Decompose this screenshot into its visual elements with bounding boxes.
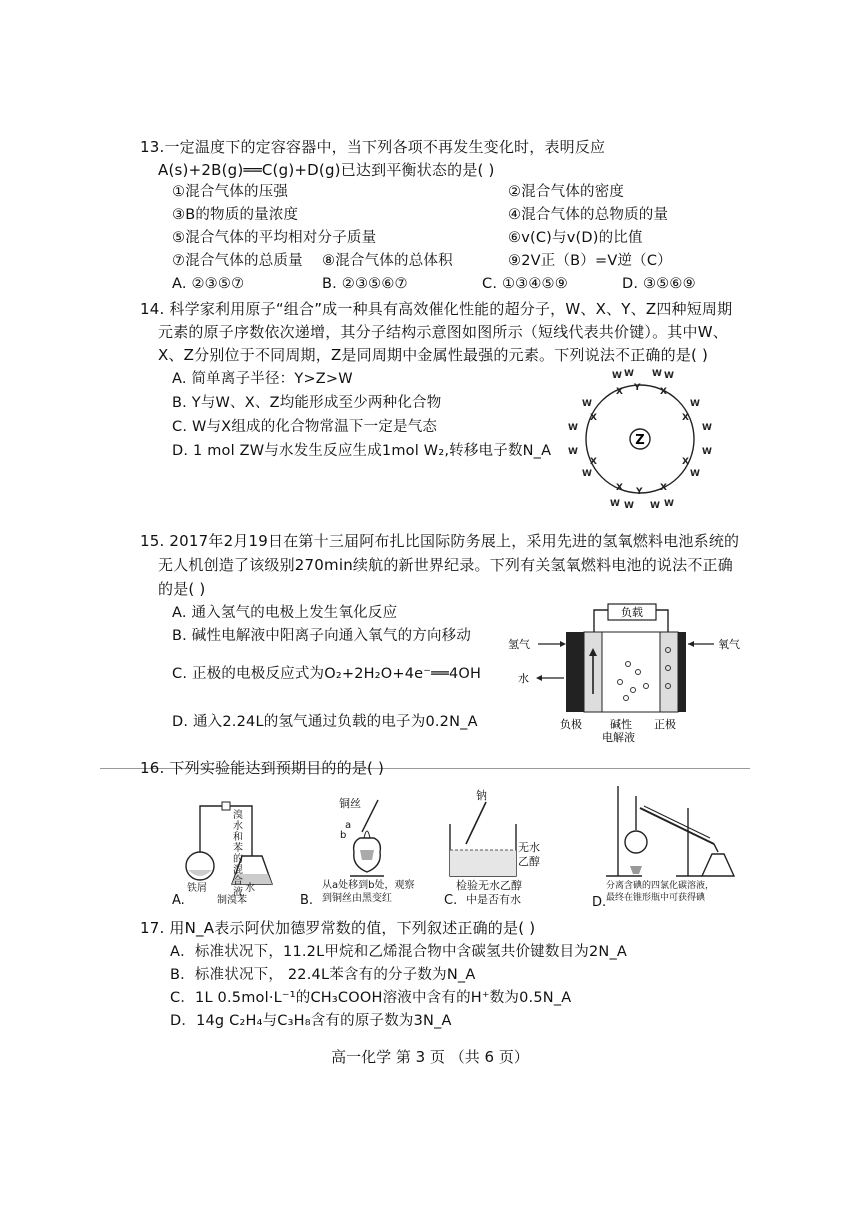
experiment-c-sodium-ethanol	[442, 790, 532, 882]
fig-b-letter: B.	[300, 893, 314, 908]
q17-option-b: B．标准状况下， 22.4L苯含有的分子数为N_A	[170, 967, 476, 983]
electrolyte-label-1: 碱性	[610, 718, 632, 731]
q15-option-b: B. 碱性电解液中阳离子向通入氧气的方向移动	[172, 628, 472, 644]
q13-item-9: ⑨2V正（B）=V逆（C）	[508, 253, 672, 269]
fig-a-iron-label: 铁屑	[187, 883, 207, 894]
svg-text:Y: Y	[634, 383, 641, 393]
q13-stem-line1: 13.一定温度下的定容容器中，当下列各项不再发生变化时，表明反应	[140, 138, 606, 156]
q14-stem-line3: X、Z分别位于不同周期，Z是同周期中金属性最强的元素。下列说法不正确的是( )	[158, 346, 709, 364]
fig-b-point-a: a	[345, 820, 352, 831]
q13-item-2: ②混合气体的密度	[508, 184, 625, 200]
load-label: 负载	[621, 606, 643, 619]
q13-option-b: B. ②③⑤⑥⑦	[322, 276, 408, 292]
fig-a-caption: 制溴苯	[217, 895, 247, 906]
svg-text:W: W	[610, 499, 620, 509]
supramolecule-structure-diagram	[564, 368, 716, 510]
experiment-a-bromobenzene	[168, 792, 280, 908]
q13-item-1: ①混合气体的压强	[172, 184, 289, 200]
q13-item-5: ⑤混合气体的平均相对分子质量	[172, 230, 377, 246]
q16-stem: 16. 下列实验能达到预期目的的是( )	[140, 759, 385, 777]
svg-text:W: W	[582, 469, 592, 479]
oxygen-inlet-label: 氧气	[718, 638, 740, 651]
q17-option-c: C．1L 0.5mol·L⁻¹的CH₃COOH溶液中含有的H⁺数为0.5N_A	[170, 990, 572, 1006]
svg-text:W: W	[702, 423, 712, 433]
fig-c-alcohol-label-1: 无水	[518, 841, 540, 854]
fig-a-water-label: 水	[245, 883, 255, 894]
q14-stem-line2: 元素的原子序数依次递增，其分子结构示意图如图所示（短线代表共价键）。其中W、	[158, 323, 728, 341]
q13-item-4: ④混合气体的总物质的量	[508, 207, 669, 223]
experiment-d-distillation	[598, 782, 748, 882]
svg-text:W: W	[568, 447, 578, 457]
svg-text:X: X	[660, 387, 667, 397]
q13-item-7: ⑦混合气体的总质量	[172, 253, 303, 269]
q14-option-d: D. 1 mol ZW与水发生反应生成1mol W₂,转移电子数N_A	[172, 443, 552, 459]
water-outlet-label: 水	[518, 672, 529, 685]
svg-text:W: W	[568, 423, 578, 433]
svg-text:X: X	[616, 483, 623, 493]
svg-text:X: X	[590, 457, 597, 467]
q17-stem: 17. 用N_A表示阿伏加德罗常数的值，下列叙述正确的是( )	[140, 919, 536, 937]
fig-c-alcohol-label-2: 乙醇	[518, 855, 540, 868]
svg-text:W: W	[652, 369, 662, 379]
svg-text:W: W	[582, 399, 592, 409]
svg-text:W: W	[664, 499, 674, 509]
fig-c-caption-1: 检验无水乙醇	[456, 879, 522, 892]
svg-text:W: W	[690, 469, 700, 479]
q13-item-6: ⑥v(C)与v(D)的比值	[508, 230, 643, 246]
electrolyte-label-2: 电解液	[602, 731, 635, 744]
fig-d-caption-2: 最终在锥形瓶中可获得碘	[606, 893, 706, 903]
positive-electrode-label: 正极	[654, 718, 676, 731]
negative-electrode-label: 负极	[560, 718, 582, 731]
center-atom-label: Z	[635, 433, 645, 448]
q15-stem-line1: 15. 2017年2月19日在第十三届阿布扎比国际防务展上，采用先进的氢氧燃料电池系统的	[140, 532, 740, 550]
q15-stem-line3: 的是( )	[158, 580, 206, 598]
svg-text:W: W	[664, 371, 674, 381]
fig-a-letter: A.	[172, 893, 185, 908]
q17-option-a: A．标准状况下，11.2L甲烷和乙烯混合物中含碳氢共价键数目为2N_A	[170, 944, 628, 960]
q13-option-a: A. ②③⑤⑦	[172, 276, 245, 292]
q15-stem-line2: 无人机创造了该级别270min续航的新世界纪录。下列有关氢氧燃料电池的说法不正确	[158, 556, 733, 574]
fig-c-letter: C.	[444, 893, 458, 908]
q13-item-8: ⑧混合气体的总体积	[322, 253, 453, 269]
fig-d-caption-1: 分离含碘的四氯化碳溶液，	[606, 881, 715, 891]
q13-stem-line2: A(s)+2B(g)══C(g)+D(g)已达到平衡状态的是( )	[158, 161, 495, 179]
q14-option-a: A. 简单离子半径：Y>Z>W	[172, 371, 353, 387]
fig-b-wire-label: 铜丝	[339, 797, 361, 810]
fig-a-mixture-label: 溴水和苯的混合液	[233, 810, 243, 898]
hydrogen-inlet-label: 氢气	[508, 638, 530, 651]
q15-option-d: D. 通入2.24L的氢气通过负载的电子为0.2N_A	[172, 714, 478, 730]
svg-text:W: W	[702, 447, 712, 457]
fig-d-letter: D.	[592, 895, 607, 910]
svg-text:X: X	[616, 387, 623, 397]
q15-option-a: A. 通入氢气的电极上发生氧化反应	[172, 605, 398, 621]
svg-text:X: X	[682, 413, 689, 423]
q13-item-3: ③B的物质的量浓度	[172, 207, 299, 223]
fuel-cell-diagram	[508, 594, 758, 744]
fig-c-caption-2: 中是否有水	[466, 893, 521, 906]
svg-text:X: X	[590, 413, 597, 423]
fig-b-point-b: b	[340, 830, 347, 841]
q13-option-d: D. ③⑤⑥⑨	[622, 276, 696, 292]
svg-text:W: W	[612, 371, 622, 381]
svg-text:X: X	[660, 483, 667, 493]
svg-text:W: W	[650, 501, 660, 510]
page-footer: 高一化学 第 3 页 （共 6 页）	[331, 1048, 529, 1066]
q14-option-c: C. W与X组成的化合物常温下一定是气态	[172, 419, 438, 435]
svg-text:W: W	[690, 399, 700, 409]
fig-c-sodium-label: 钠	[476, 789, 487, 802]
q15-option-c: C. 正极的电极反应式为O₂+2H₂O+4e⁻══4OH	[172, 666, 482, 682]
svg-text:X: X	[682, 457, 689, 467]
svg-text:W: W	[624, 501, 634, 510]
q14-stem-line1: 14. 科学家利用原子“组合”成一种具有高效催化性能的超分子，W、X、Y、Z四种短周期	[140, 300, 733, 318]
fig-b-caption-2: 到铜丝由黑变红	[322, 893, 392, 904]
svg-text:Y: Y	[636, 487, 643, 497]
q13-option-c: C. ①③④⑤⑨	[482, 276, 568, 292]
q17-option-d: D．14g C₂H₄与C₃H₈含有的原子数为3N_A	[170, 1013, 452, 1029]
svg-text:W: W	[624, 369, 634, 379]
fig-b-caption-1: 从a处移到b处，观察	[322, 880, 415, 891]
q14-option-b: B. Y与W、X、Z均能形成至少两种化合物	[172, 395, 442, 411]
